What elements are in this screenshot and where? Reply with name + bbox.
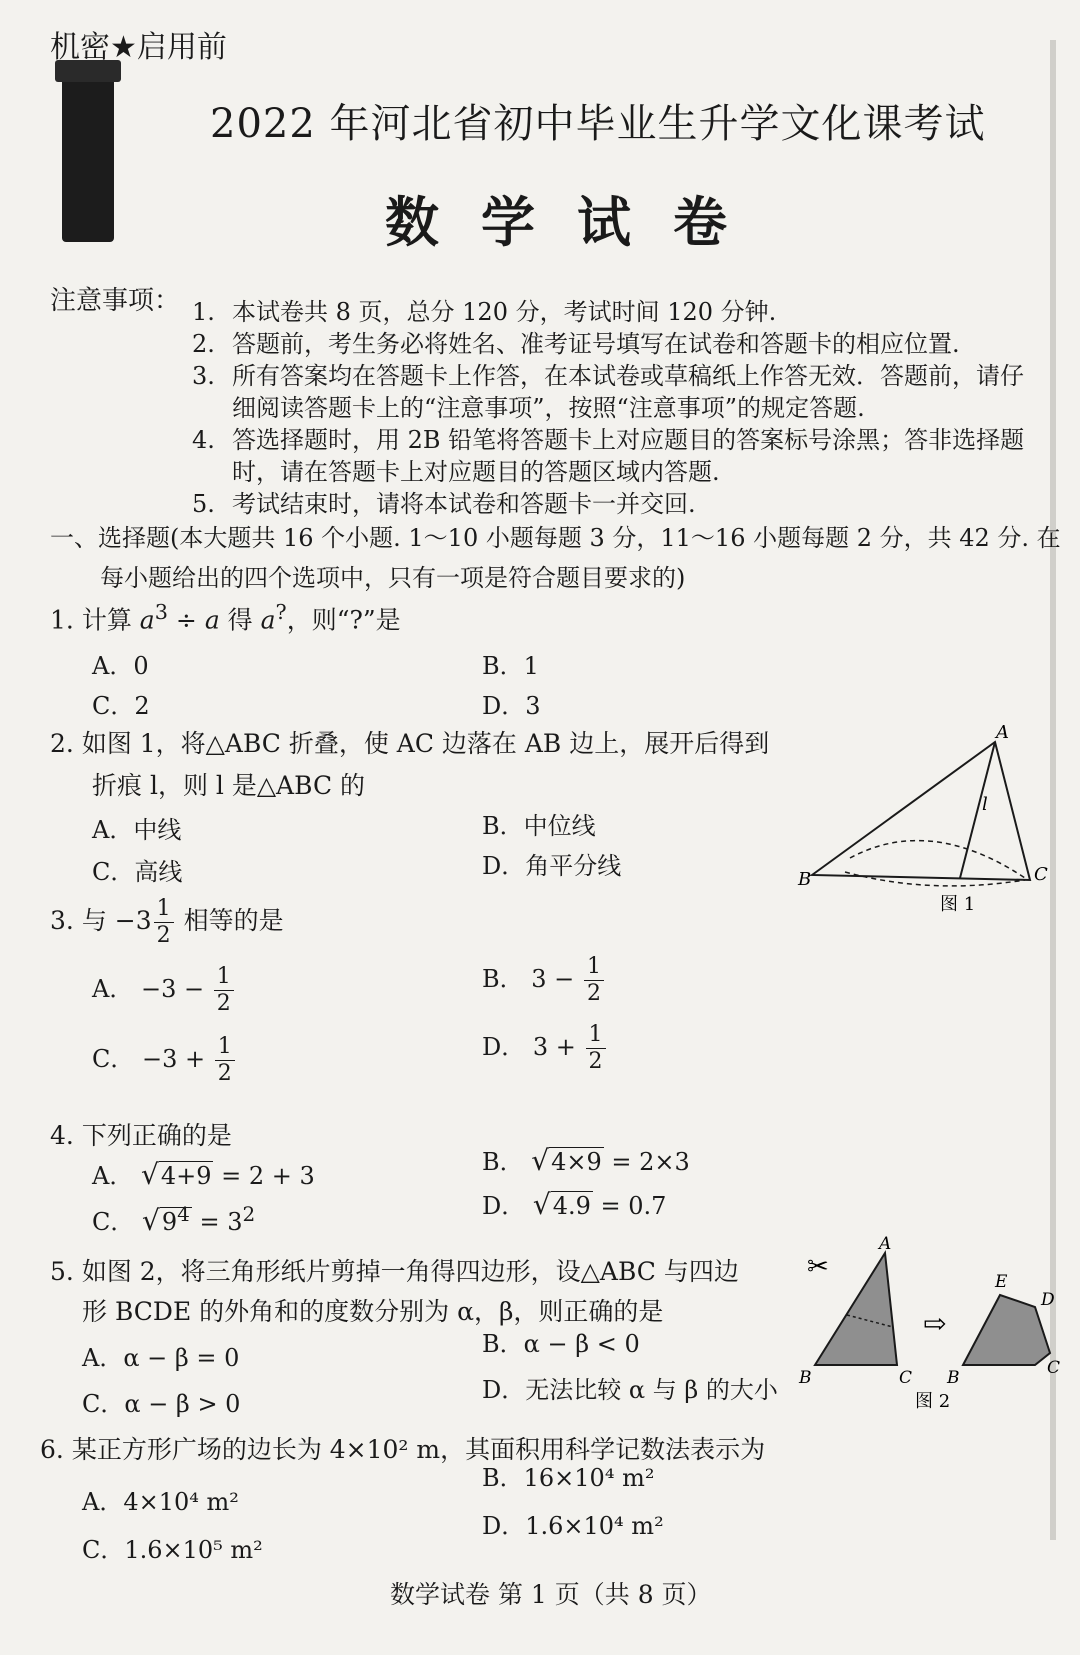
question-2-option-a: A．中线 — [92, 816, 182, 844]
page-footer: 数学试卷 第 1 页（共 8 页） — [390, 1580, 712, 1609]
fraction-one-half: $\frac{1}{2}$ — [154, 898, 174, 947]
notice-item-4-cont: 时，请在答题卡上对应题目的答题区域内答题. — [232, 458, 720, 486]
question-4-stem: 4. 下列正确的是 — [50, 1121, 232, 1150]
question-4-option-d: D． √4.9 = 0.7 — [482, 1188, 667, 1221]
figure-1-caption: 图 1 — [940, 894, 976, 915]
figure-2-label-c2: C — [1047, 1358, 1061, 1378]
question-2-stem-line1: 2. 如图 1，将△ABC 折叠，使 AC 边落在 AB 边上，展开后得到 — [50, 729, 770, 758]
figure-1-label-c: C — [1034, 864, 1048, 885]
confidential-label: 机密★启用前 — [50, 30, 227, 65]
notice-item-2: 2. 答题前，考生务必将姓名、准考证号填写在试卷和答题卡的相应位置. — [192, 330, 960, 358]
question-5-option-d: D．无法比较 α 与 β 的大小 — [482, 1376, 778, 1404]
figure-2 — [795, 1235, 1065, 1410]
figure-2-caption: 图 2 — [915, 1391, 951, 1412]
question-5-option-c: C．α − β > 0 — [82, 1390, 241, 1418]
figure-1-label-a: A — [996, 722, 1009, 743]
question-6-stem: 6. 某正方形广场的边长为 4×10² m，其面积用科学记数法表示为 — [40, 1435, 766, 1464]
figure-2-label-e: E — [995, 1272, 1008, 1292]
question-1-option-d: D．3 — [482, 692, 541, 720]
question-6-option-a: A．4×10⁴ m² — [82, 1488, 239, 1516]
question-2-option-d: D．角平分线 — [482, 852, 622, 880]
figure-1-label-b: B — [798, 869, 812, 890]
figure-2-label-b: B — [799, 1368, 812, 1388]
figure-2-label-c: C — [899, 1368, 913, 1388]
question-3-stem: 3. 与 −3 $\frac{1}{2}$ 相等的是 — [50, 896, 284, 948]
question-2-option-c: C．高线 — [92, 858, 183, 886]
question-5-option-b: B．α − β < 0 — [482, 1330, 640, 1358]
question-1-option-c: C．2 — [92, 692, 150, 720]
figure-2-label-b2: B — [947, 1368, 960, 1388]
notice-item-3-cont: 细阅读答题卡上的“注意事项”，按照“注意事项”的规定答题. — [232, 394, 865, 422]
binder-clip — [62, 72, 114, 242]
question-5-stem-line1: 5. 如图 2，将三角形纸片剪掉一角得四边形，设△ABC 与四边 — [50, 1257, 739, 1286]
figure-2-label-d: D — [1041, 1290, 1055, 1310]
notice-label: 注意事项： — [50, 286, 181, 316]
scissors-icon: ✂ — [807, 1252, 829, 1282]
subject-title: 数学试卷 — [385, 190, 769, 254]
question-6-option-b: B．16×10⁴ m² — [482, 1464, 655, 1492]
question-3-option-d: D． 3 + $\frac{1}{2}$ — [482, 1024, 608, 1073]
question-4-option-a: A． √4+9 = 2 + 3 — [92, 1158, 315, 1191]
figure-2-label-a: A — [879, 1234, 892, 1254]
question-1-stem: 1. 计算 $a^3 \div a$ 得 a?，则“?”是 — [50, 600, 401, 635]
question-5-stem-line2: 形 BCDE 的外角和的度数分别为 α，β，则正确的是 — [82, 1297, 664, 1326]
notice-item-4: 4. 答选择题时，用 2B 铅笔将答题卡上对应题目的答案标号涂黑；答非选择题 — [192, 426, 1025, 454]
question-2-stem-line2: 折痕 l，则 l 是△ABC 的 — [92, 771, 366, 800]
section-heading-cont: 每小题给出的四个选项中，只有一项是符合题目要求的) — [100, 564, 686, 592]
question-5-option-a: A．α − β = 0 — [82, 1344, 240, 1372]
figure-1 — [798, 720, 1060, 920]
figure-1-label-l: l — [982, 794, 988, 815]
question-1-option-b: B．1 — [482, 652, 539, 680]
question-4-option-c: C． $√9^4 = 3^2$ — [92, 1202, 256, 1237]
arrow-right-icon: ⇨ — [923, 1307, 947, 1340]
notice-item-5: 5. 考试结束时，请将本试卷和答题卡一并交回. — [192, 490, 696, 518]
question-1-option-a: A．0 — [92, 652, 149, 680]
question-6-option-c: C．1.6×10⁵ m² — [82, 1536, 263, 1564]
question-3-option-b: B． 3 − $\frac{1}{2}$ — [482, 956, 606, 1005]
exam-title: 2022 年河北省初中毕业生升学文化课考试 — [210, 101, 986, 147]
section-heading: 一、选择题(本大题共 16 个小题. 1～10 小题每题 3 分，11～16 小题每题 2 分，共 42 分. 在 — [50, 524, 1061, 552]
question-2-option-b: B．中位线 — [482, 812, 596, 840]
question-6-option-d: D．1.6×10⁴ m² — [482, 1512, 664, 1540]
notice-item-3: 3. 所有答案均在答题卡上作答，在本试卷或草稿纸上作答无效．答题前，请仔 — [192, 362, 1024, 390]
question-4-option-b: B． √4×9 = 2×3 — [482, 1144, 690, 1177]
question-3-option-c: C． −3 + $\frac{1}{2}$ — [92, 1036, 237, 1085]
question-3-option-a: A． −3 − $\frac{1}{2}$ — [92, 966, 236, 1015]
notice-item-1: 1. 本试卷共 8 页，总分 120 分，考试时间 120 分钟. — [192, 298, 777, 326]
